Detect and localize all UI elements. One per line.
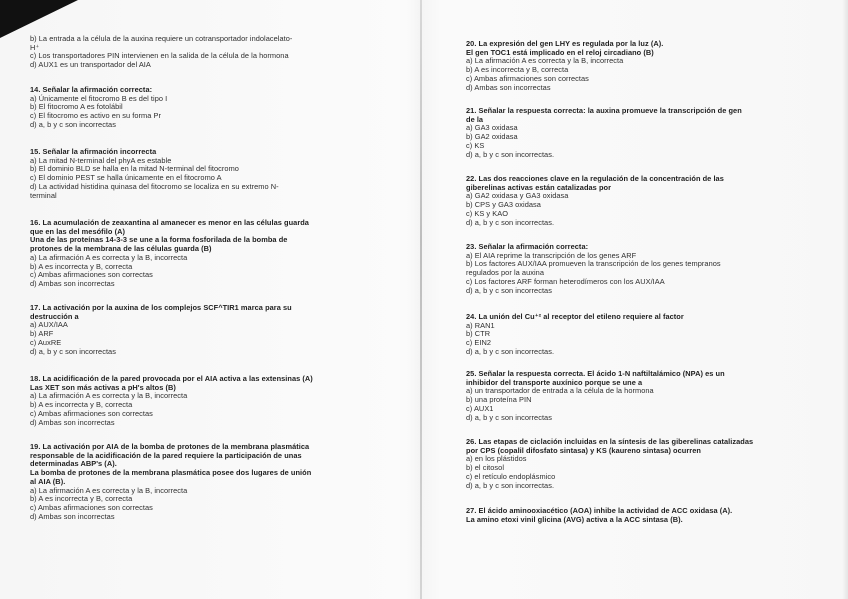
- answer-option: d) Ambas son incorrectas: [30, 511, 115, 521]
- answer-option: d) a, b y c son incorrectas.: [466, 217, 555, 227]
- answer-option: d) Ambas son incorrectas: [30, 417, 115, 427]
- question-stem: giberelinas activas están catalizadas por: [466, 182, 612, 192]
- question-stem: de la: [466, 114, 484, 124]
- question-stem: Las XET son más activas a pH's altos (B): [30, 382, 176, 392]
- question-stem: al AIA (B).: [30, 476, 66, 486]
- question-stem: 24. La unión del Cu⁺² al receptor del etileno requiere al factor: [466, 312, 684, 321]
- question-stem: La bomba de protones de la membrana plasmática posee dos lugares de unión: [30, 468, 312, 478]
- question-stem: La amino etoxi vinil glicina (AVG) activa a la ACC sintasa (B).: [466, 514, 683, 524]
- answer-option: d) a, b y c son incorrectas: [466, 412, 552, 422]
- answer-option: a) GA2 oxidasa y GA3 oxidasa: [466, 191, 569, 201]
- question-15: [30, 148, 360, 200]
- question-stem: 27. El ácido aminooxiacético (AOA) inhibe la actividad de ACC oxidasa (A).: [466, 506, 733, 515]
- question-stem: determinadas ABP's (A).: [30, 459, 117, 469]
- answer-option: a) La mitad N-terminal del phyA es estable: [30, 155, 172, 165]
- answer-option: b) A es incorrecta y B, correcta: [30, 494, 133, 504]
- question-19: [30, 443, 360, 521]
- question-stem: por CPS (copalil difosfato sintasa) y KS (kaureno sintasa) ocurren: [466, 445, 701, 455]
- question-stem: Una de las proteínas 14-3-3 se une a la forma fosforilada de la bomba de: [30, 235, 288, 245]
- question-14: [30, 86, 360, 130]
- answer-option: b) El fitocromo A es fotolábil: [30, 102, 123, 112]
- answer-option: c) KS: [466, 140, 485, 150]
- question-stem: inhibidor del transporte auxínico porque se une a: [466, 377, 643, 387]
- answer-option: a) La afirmación A es correcta y la B, incorrecta: [30, 391, 188, 401]
- answer-option: d) a, b y c son incorrectas: [466, 285, 552, 295]
- question-stem: El gen TOC1 está implicado en el reloj circadiano (B): [466, 47, 654, 57]
- continuation-block: [30, 35, 360, 70]
- answer-option: c) El dominio PEST se halla únicamente en el fitocromo A: [30, 173, 222, 183]
- text-line: H⁺: [30, 42, 40, 52]
- answer-option: a) La afirmación A es correcta y la B, incorrecta: [30, 252, 188, 262]
- question-22: [466, 175, 812, 227]
- answer-option: c) Los factores ARF forman heterodímeros con los AUX/IAA: [466, 276, 665, 286]
- question-25: [466, 370, 812, 422]
- answer-option: a) AUX/IAA: [30, 320, 68, 330]
- question-stem: 22. Las dos reacciones clave en la regulación de la concentración de las: [466, 174, 724, 183]
- text-line: d) AUX1 es un transportador del AIA: [30, 60, 151, 70]
- question-stem: 18. La acidificación de la pared provocada por el AIA activa a las extensinas (A): [30, 374, 313, 383]
- answer-option: c) Ambas afirmaciones son correctas: [466, 73, 589, 83]
- answer-option: b) CPS y GA3 oxidasa: [466, 200, 541, 210]
- question-stem: 21. Señalar la respuesta correcta: la auxina promueve la transcripción de gen: [466, 106, 742, 115]
- question-stem: 14. Señalar la afirmación correcta:: [30, 85, 153, 94]
- answer-option: d) Ambas son incorrectas: [30, 278, 115, 288]
- page-fold: [420, 0, 422, 599]
- question-20: [466, 40, 812, 92]
- question-stem: que en las del mesófilo (A): [30, 226, 125, 236]
- answer-option: b) una proteína PIN: [466, 395, 532, 405]
- question-stem: 26. Las etapas de ciclación incluidas en la síntesis de las giberelinas catalizadas: [466, 437, 754, 446]
- question-stem: 20. La expresión del gen LHY es regulada por la luz (A).: [466, 39, 664, 48]
- question-stem: 23. Señalar la afirmación correcta:: [466, 242, 589, 251]
- black-corner: [0, 0, 78, 38]
- answer-option: b) Los factores AUX/IAA promueven la transcripción de los genes tempranos: [466, 259, 721, 269]
- question-17: [30, 304, 360, 356]
- question-24: [466, 313, 812, 357]
- answer-option: b) el citosol: [466, 463, 505, 473]
- question-26: [466, 438, 812, 490]
- answer-option: d) a, b y c son incorrectas.: [466, 480, 555, 490]
- answer-option: b) El dominio BLD se halla en la mitad N-terminal del fitocromo: [30, 164, 239, 174]
- answer-option: b) ARF: [30, 329, 54, 339]
- answer-option: b) GA2 oxidasa: [466, 132, 518, 142]
- answer-option: b) A es incorrecta y B, correcta: [466, 65, 569, 75]
- answer-option: a) La afirmación A es correcta y la B, incorrecta: [30, 485, 188, 495]
- answer-option: b) CTR: [466, 329, 491, 339]
- answer-option: a) en los plástidos: [466, 454, 527, 464]
- answer-option: b) A es incorrecta y B, correcta: [30, 261, 133, 271]
- answer-option: a) El AIA reprime la transcripción de los genes ARF: [466, 250, 637, 260]
- answer-option: d) a, b y c son incorrectas: [30, 119, 116, 129]
- answer-option: a) La afirmación A es correcta y la B, incorrecta: [466, 56, 624, 66]
- question-stem: protones de la membrana de las células guarda (B): [30, 244, 212, 254]
- question-stem: 19. La activación por AIA de la bomba de protones de la membrana plasmática: [30, 442, 310, 451]
- question-stem: 17. La activación por la auxina de los complejos SCF^TIR1 marca para su: [30, 303, 292, 312]
- question-21: [466, 107, 812, 159]
- answer-option: c) AuxRE: [30, 337, 62, 347]
- question-stem: 16. La acumulación de zeaxantina al amanecer es menor en las células guarda: [30, 218, 309, 227]
- answer-option: d) a, b y c son incorrectas.: [466, 149, 555, 159]
- question-23: [466, 243, 812, 295]
- question-stem: destrucción a: [30, 311, 79, 321]
- question-16: [30, 219, 360, 289]
- answer-option: c) Ambas afirmaciones son correctas: [30, 502, 153, 512]
- question-stem: 25. Señalar la respuesta correcta. El ácido 1-N naftiltalámico (NPA) es un: [466, 369, 725, 378]
- answer-option: a) RAN1: [466, 320, 495, 330]
- answer-option: b) A es incorrecta y B, correcta: [30, 400, 133, 410]
- question-stem: 15. Señalar la afirmación incorrecta: [30, 147, 157, 156]
- question-27: [466, 507, 812, 524]
- answer-option: c) Ambas afirmaciones son correctas: [30, 270, 153, 280]
- answer-option: a) un transportador de entrada a la célula de la hormona: [466, 386, 654, 396]
- answer-option: a) Únicamente el fitocromo B es del tipo I: [30, 93, 168, 103]
- question-stem: responsable de la acidificación de la pared requiere la participación de unas: [30, 450, 302, 460]
- answer-option: c) El fitocromo es activo en su forma Pr: [30, 111, 161, 121]
- question-18: [30, 375, 360, 427]
- answer-option: a) GA3 oxidasa: [466, 123, 518, 133]
- answer-option: regulados por la auxina: [466, 268, 544, 278]
- answer-option: d) a, b y c son incorrectas.: [466, 346, 555, 356]
- answer-option: c) el retículo endoplásmico: [466, 471, 556, 481]
- answer-option: c) AUX1: [466, 403, 494, 413]
- answer-option: c) KS y KAO: [466, 208, 509, 218]
- answer-option: c) EIN2: [466, 338, 491, 348]
- answer-option: c) Ambas afirmaciones son correctas: [30, 408, 153, 418]
- answer-option: d) a, b y c son incorrectas: [30, 346, 116, 356]
- page-edge: [842, 0, 848, 599]
- text-line: b) La entrada a la célula de la auxina requiere un cotransportador indolacelato-: [30, 34, 293, 43]
- text-line: c) Los transportadores PIN intervienen en la salida de la célula de la hormona: [30, 51, 289, 61]
- answer-option: d) Ambas son incorrectas: [466, 82, 551, 92]
- answer-option: terminal: [30, 190, 57, 200]
- answer-option: d) La actividad histidina quinasa del fitocromo se localiza en su extremo N-: [30, 181, 279, 191]
